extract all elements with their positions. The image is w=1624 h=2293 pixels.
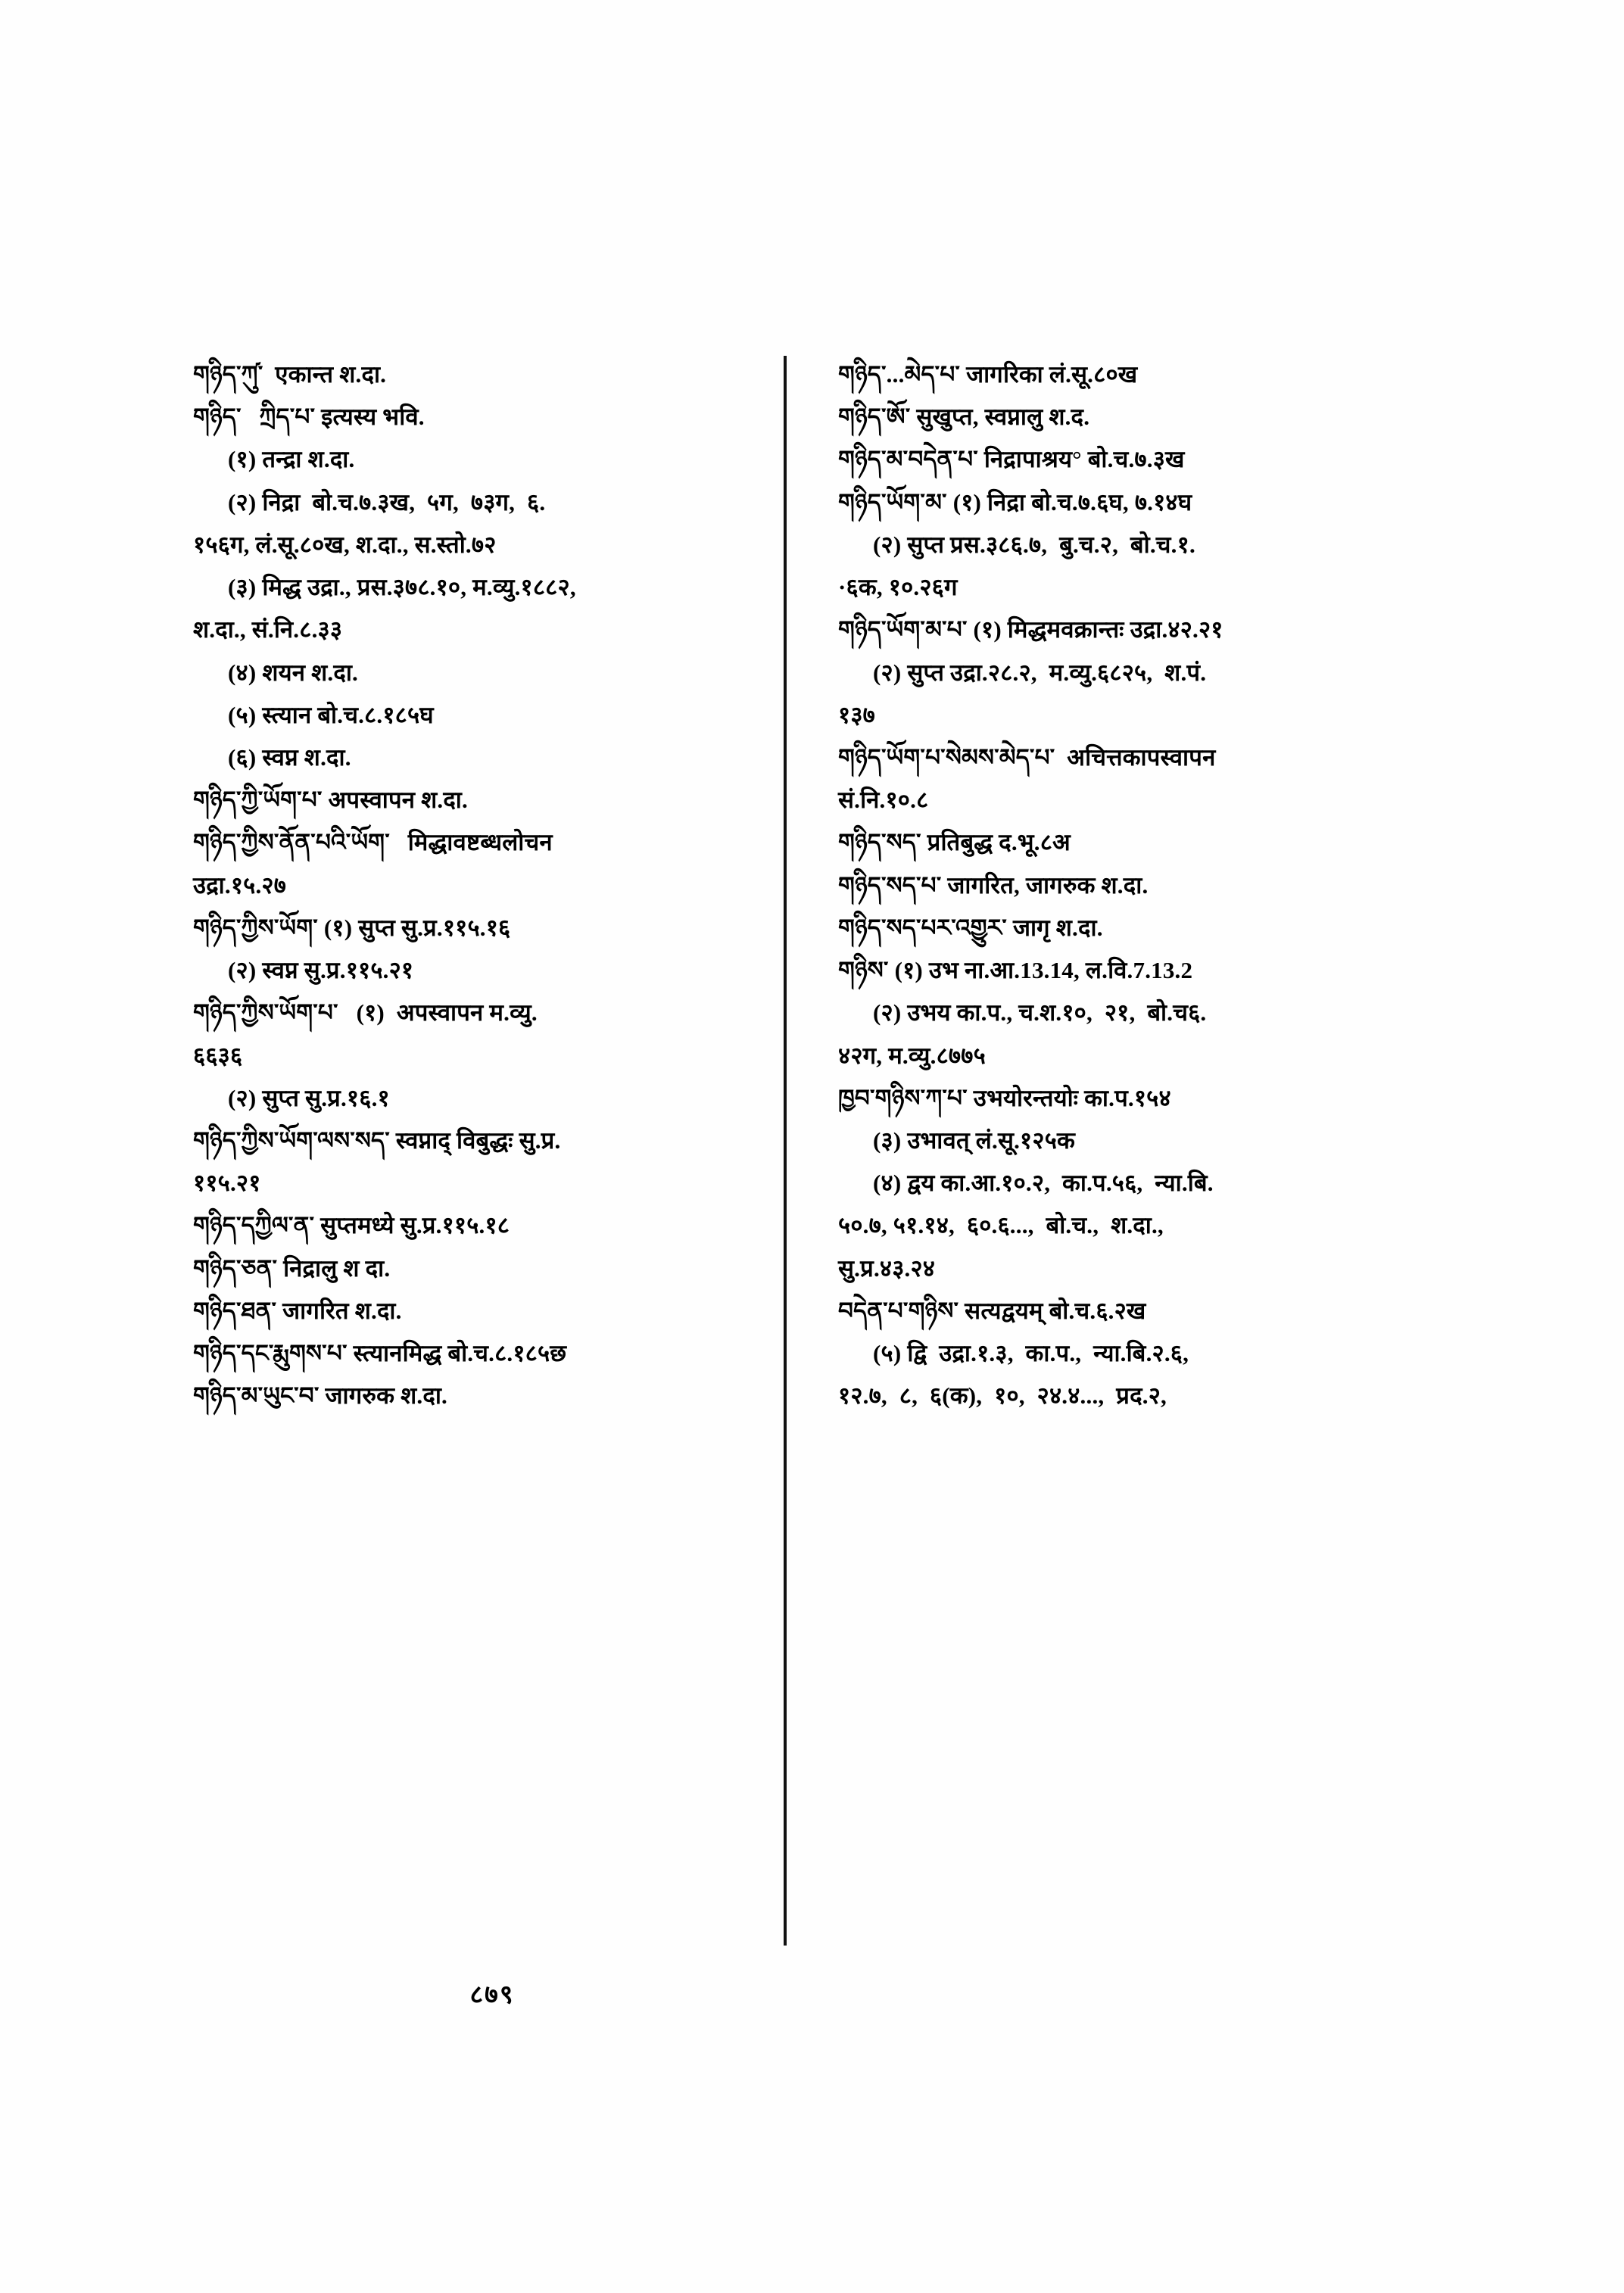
entry-line: གཉིས་ (१) उभ ना.आ.13.14, ल.वि.7.13.2 <box>838 957 1193 984</box>
entry-line: གཉིད་ཐན་ जागरित श.दा. <box>193 1297 402 1324</box>
entry-line: གཉིད་དཀྱིལ་ན་ सुप्तमध्ये सु.प्र.११५.१८ <box>193 1212 510 1239</box>
left-column <box>193 356 776 1419</box>
entry-line: གཉིད་དང་རྨུགས་པ་ स्त्यानमिद्ध बो.च.८.१८५छ <box>193 1340 567 1367</box>
entry-line: (५) स्त्यान बो.च.८.१८५घ <box>228 701 434 728</box>
entry-line: གཉིད་སད་ प्रतिबुद्ध द.भू.८अ <box>838 829 1071 856</box>
entry-line: (४) शयन श.दा. <box>228 659 359 686</box>
entry-line: གཉིད་ཡོག་མ་པ་ (१) मिद्धमवक्रान्तः उद्रा.४२.२१ <box>838 616 1223 643</box>
column-divider-rule <box>784 356 787 1946</box>
entry-line: གཉིད་ཡོག་མ་ (१) निद्रा बो.च.७.६घ, ७.१४घ <box>838 488 1192 516</box>
entry-line: (४) द्वय का.आ.१०.२, का.प.५६, न्या.बि. <box>873 1170 1214 1197</box>
entry-line: ཁྱབ་གཉིས་ཀ་པ་ उभयोरन्तयोः का.प.१५४ <box>838 1084 1171 1111</box>
entry-line: ·६क, १०.२६ग <box>838 574 958 601</box>
entry-line: གཉིད་ཀྱིས་ནོན་པའི་ཡོག་ मिद्धावष्टब्धलोचन <box>193 829 553 856</box>
entry-line: (२) सुप्त उद्रा.२८.२, म.व्यु.६८२५, श.पं. <box>873 659 1207 686</box>
entry-line: ५०.७, ५१.१४, ६०.६..., बो.च., श.दा., <box>838 1212 1164 1239</box>
entry-line: གཉིད་མ་ཡུང་བ་ जागरुक श.दा. <box>193 1382 447 1410</box>
entry-line: (२) निद्रा बो.च.७.३ख, ५ग, ७३ग, ६. <box>228 488 546 516</box>
entry-line: ११५.२१ <box>193 1170 261 1197</box>
entry-line: १५६ग, लं.सू.८०ख, श.दा., स.स्तो.७२ <box>193 531 497 558</box>
entry-line: १३७ <box>838 701 875 728</box>
entry-line: सं.नि.१०.८ <box>838 787 929 814</box>
entry-line: ६६३६ <box>193 1042 243 1069</box>
entry-line: གཉིད་སད་པ་ जागरित, जागरुक श.दा. <box>838 871 1149 899</box>
entry-line: གཉིད་ཀྱིས་ཡོག་པ་ (१) अपस्वापन म.व्यु. <box>193 999 538 1027</box>
entry-line: उद्रा.१५.२७ <box>193 871 287 899</box>
entry-line: བདེན་པ་གཉིས་ सत्यद्वयम् बो.च.६.२ख <box>838 1297 1146 1324</box>
page-number: ८७९ <box>469 1980 515 2010</box>
entry-line: सु.प्र.४३.२४ <box>838 1254 936 1282</box>
entry-line: १२.७, ८, ६(क), १०, २४.४..., प्रद.२, <box>838 1382 1167 1410</box>
entry-line: (६) स्वप्न श.दा. <box>228 743 351 771</box>
entry-line: (३) उभावत् लं.सू.१२५क <box>873 1126 1076 1154</box>
entry-line: གཉིད་ཡོག་པ་སེམས་མེད་པ་ अचित्तकापस्वापन <box>838 743 1216 771</box>
entry-line: (१) तन्द्रा श.दा. <box>228 446 355 473</box>
entry-line: (२) उभय का.प., च.श.१०, २१, बो.च६. <box>873 999 1207 1027</box>
entry-line: གཉིད་ ཀྲིད་པ་ इत्यस्य भवि. <box>193 403 425 431</box>
entry-line: གཉིད་...མེད་པ་ जागरिका लं.सू.८०ख <box>838 361 1138 388</box>
entry-line: གཉིད་ཀུ༹་ एकान्त श.दा. <box>193 361 387 388</box>
entry-line: (२) सुप्त प्रस.३८६.७, बु.च.२, बो.च.१. <box>873 531 1195 558</box>
entry-line: (३) मिद्ध उद्रा., प्रस.३७८.१०, म.व्यु.१८८२, <box>228 574 576 601</box>
entry-line: གཉིད་ཀྱི་ཡོག་པ་ अपस्वापन श.दा. <box>193 787 468 814</box>
entry-line: གཉིད་ཀྱིས་ཡོག་ (१) सुप्त सु.प्र.११५.१६ <box>193 914 511 941</box>
two-column-body <box>193 356 1435 1946</box>
entry-line: (५) द्वि उद्रा.१.३, का.प., न्या.बि.२.६, <box>873 1340 1189 1367</box>
entry-line: (२) स्वप्न सु.प्र.११५.२१ <box>228 957 414 984</box>
right-column <box>794 356 1377 1419</box>
entry-line: श.दा., सं.नि.८.३३ <box>193 616 343 643</box>
entry-line: གཉིད་ཅན་ निद्रालु श दा. <box>193 1254 391 1282</box>
entry-line: (२) सुप्त सु.प्र.१६.१ <box>228 1084 390 1111</box>
entry-line: གཉིད་ཀྱིས་ཡོག་ལས་སད་ स्वप्नाद् विबुद्धः सु.प्र. <box>193 1126 561 1154</box>
entry-line: ४२ग, म.व्यु.८७७५ <box>838 1042 986 1069</box>
entry-line: གཉིད་ཨོ་ सुखुप्त, स्वप्नालु श.द. <box>838 403 1090 431</box>
entry-line: གཉིད་སད་པར་འགྱུར་ जागृ श.दा. <box>838 914 1103 941</box>
entry-line: གཉིད་མ་བདེན་པ་ निद्रापाश्रय° बो.च.७.३ख <box>838 446 1185 473</box>
